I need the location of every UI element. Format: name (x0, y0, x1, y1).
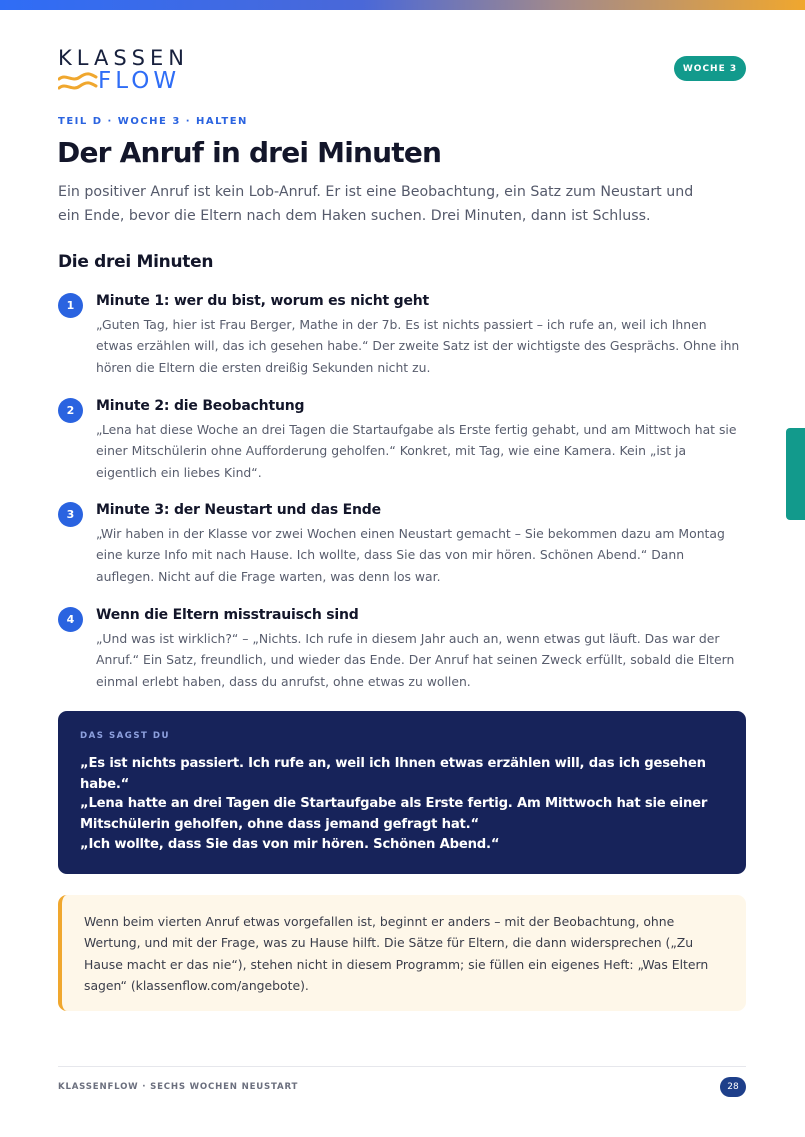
note-text: Wenn beim vierten Anruf etwas vorgefallen ist, beginnt er anders – mit der Beobachtung, ohne Wertung, und mit der Frage, was zu Hause hilft. Die Sätze für Eltern, die dann widersprechen („Zu Hause macht er das nie“), stehen nicht in diesem Programm; sie füllen ein eigenes Heft: „Was Eltern sagen“ (klassenflow.com/angebote). (84, 914, 709, 993)
step-number-badge: 3 (58, 502, 83, 527)
step-title: Minute 1: wer du bist, worum es nicht geht (96, 293, 430, 309)
step-body: „Guten Tag, hier ist Frau Berger, Mathe in der 7b. Es ist nichts passiert – ich rufe an, weil ich Ihnen etwas erzählen will, das ich gesehen habe.“ Der zweite Satz ist der wichtigste des Gesprächs. Ohne ihn hören die Eltern die ersten dreißig Sekunden nicht zu. (96, 317, 740, 375)
step-number-badge: 4 (58, 607, 83, 632)
klassenflow-logo (58, 46, 198, 96)
logo-wordmark-bottom: FLOW (98, 68, 181, 94)
side-tab-marker (786, 428, 805, 520)
step-title: Minute 2: die Beobachtung (96, 398, 305, 414)
logo-wave-icon (58, 71, 98, 93)
note-callout-box (58, 895, 746, 1011)
week-badge: WOCHE 3 (674, 56, 746, 81)
step-body: „Lena hat diese Woche an drei Tagen die Startaufgabe als Erste fertig gehabt, und am Mittwoch hat sie einer Mitschülerin ohne Aufforderung geholfen.“ Konkret, mit Tag, wie eine Kamera. Kein „ist ja eigentlich ein liebes Kind“. (96, 422, 737, 480)
script-callout-label: DAS SAGST DU (80, 731, 171, 741)
script-line: „Ich wollte, dass Sie das von mir hören. Schönen Abend.“ (80, 837, 500, 852)
footer-divider (58, 1066, 746, 1067)
intro-paragraph: Ein positiver Anruf ist kein Lob-Anruf. Er ist eine Beobachtung, ein Satz zum Neustart und ein Ende, bevor die Eltern nach dem Haken suchen. Drei Minuten, dann ist Schluss. (58, 184, 694, 224)
section-eyebrow: TEIL D · WOCHE 3 · HALTEN (58, 116, 248, 127)
step-number-badge: 1 (58, 293, 83, 318)
logo-wordmark-top: KLASSEN (58, 46, 189, 70)
script-line: „Es ist nichts passiert. Ich rufe an, weil ich Ihnen etwas erzählen will, das ich gesehen habe.“ (80, 756, 706, 792)
script-callout-box (58, 711, 746, 874)
section-heading: Die drei Minuten (58, 252, 214, 272)
page-title: Der Anruf in drei Minuten (57, 136, 442, 169)
step-body: „Wir haben in der Klasse vor zwei Wochen einen Neustart gemacht – Sie bekommen dazu am Montag eine kurze Info mit nach Hause. Ich wollte, dass Sie das von mir hören. Schönen Abend.“ Dann auflegen. Nicht auf die Frage warten, was denn los war. (96, 526, 725, 584)
step-title: Minute 3: der Neustart und das Ende (96, 502, 381, 518)
step-body: „Und was ist wirklich?“ – „Nichts. Ich rufe in diesem Jahr auch an, wenn etwas gut läuft. Das war der Anruf.“ Ein Satz, freundlich, und wieder das Ende. Der Anruf hat seinen Zweck erfüllt, sobald die Eltern einmal erlebt haben, dass du anrufst, ohne etwas zu wollen. (96, 631, 735, 689)
page-number-badge: 28 (720, 1077, 746, 1097)
script-line: „Lena hatte an drei Tagen die Startaufgabe als Erste fertig. Am Mittwoch hat sie einer Mitschülerin geholfen, ohne dass jemand gefragt hat.“ (80, 796, 708, 832)
step-title: Wenn die Eltern misstrauisch sind (96, 607, 359, 623)
step-number-badge: 2 (58, 398, 83, 423)
top-gradient-bar (0, 0, 805, 10)
footer-title: KLASSENFLOW · SECHS WOCHEN NEUSTART (58, 1082, 299, 1092)
